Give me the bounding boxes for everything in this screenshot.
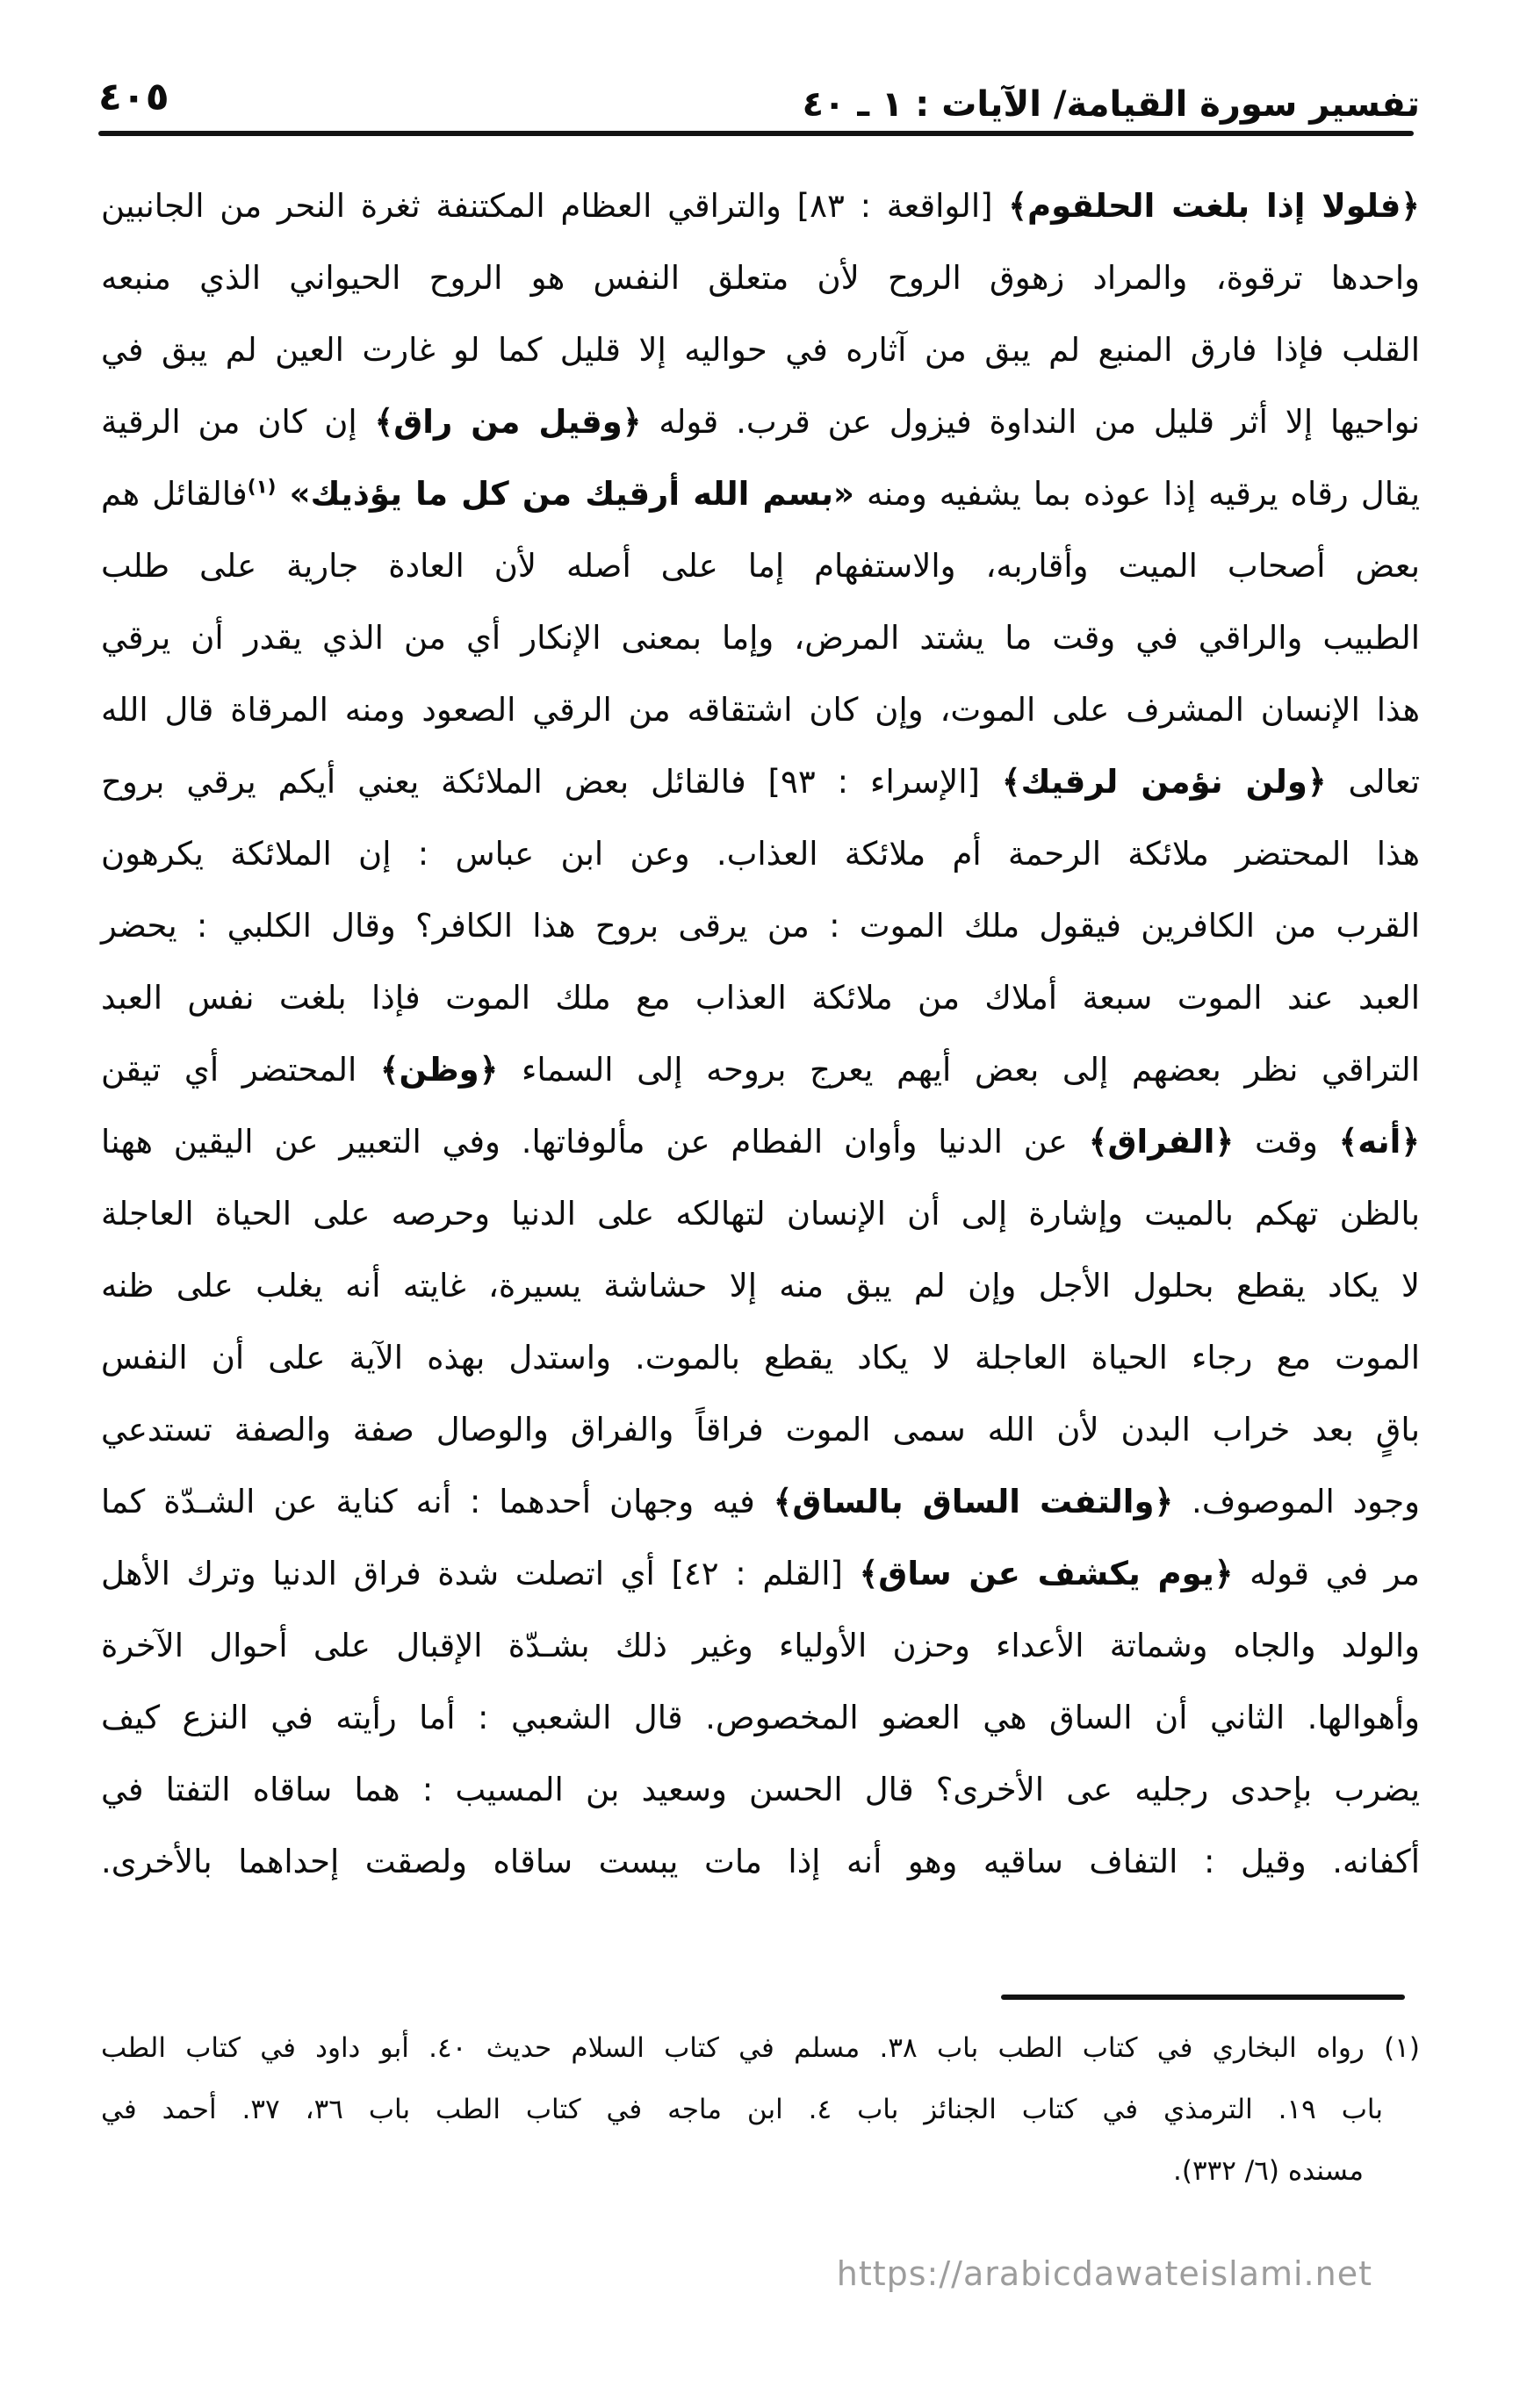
text-line <box>101 458 1420 530</box>
text-line <box>101 1034 1420 1106</box>
body-text-segment: التراقي نظر بعضهم إلى بعض أيهم يعرج بروحه إلى السماء <box>498 1051 1420 1089</box>
quran-quote: ﴿وقيل من راق﴾ <box>374 403 642 441</box>
body-text-segment: إن كان من الرقية <box>101 403 375 441</box>
page-header <box>98 54 1420 125</box>
watermark-url: https://arabicdawateislami.net <box>836 2254 1372 2293</box>
text-line <box>101 1754 1420 1826</box>
text-line <box>101 1538 1420 1610</box>
body-text-segment: [الواقعة : ٨٣] والتراقي العظام المكتنفة ثغرة النحر من الجانبين <box>101 187 1009 225</box>
body-text-segment: يقال رقاه يرقيه إذا عوذه بما يشفيه ومنه <box>853 475 1420 513</box>
body-text-segment: (١) رواه البخاري في كتاب الطب باب ٣٨. مسلم في كتاب السلام حديث ٤٠. أبو داود في كتاب الطب <box>101 2032 1421 2064</box>
text-line <box>101 1322 1420 1394</box>
text-line <box>101 386 1420 458</box>
footnote-divider-line <box>1001 1995 1405 2000</box>
body-text-segment: [القلم : ٤٢] أي اتصلت شدة فراق الدنيا وترك الأهل <box>101 1555 860 1592</box>
tafsir-body-text <box>101 170 1420 1898</box>
text-line <box>101 746 1420 818</box>
body-text-segment: وقت <box>1234 1123 1339 1161</box>
body-text-segment: والولد والجاه وشماتة الأعداء وحزن الأولياء وغير ذلك بشـدّة الإقبال على أحوال الآخرة <box>101 1627 1420 1664</box>
header-divider-line <box>98 131 1414 136</box>
body-text-segment: فيه وجهان أحدهما : أنه كناية عن الشـدّة كما <box>101 1483 774 1520</box>
body-text-segment: وأهوالها. الثاني أن الساق هي العضو المخصوص. قال الشعبي : أما رأيته في النزع كيف <box>101 1699 1420 1736</box>
text-line <box>101 1682 1420 1754</box>
body-text-segment: عن الدنيا وأوان الفطام عن مألوفاتها. وفي التعبير عن اليقين ههنا <box>101 1123 1089 1161</box>
body-text-segment: فالقائل هم <box>101 475 248 513</box>
quran-quote: ﴿ولن نؤمن لرقيك﴾ <box>1001 763 1327 801</box>
page-number: ٤٠٥ <box>98 75 169 119</box>
body-text-segment: مسنده (٦/ ٣٣٢). <box>1173 2155 1364 2187</box>
text-line <box>101 1466 1420 1538</box>
quran-quote: ﴿الفراق﴾ <box>1088 1123 1235 1161</box>
text-line <box>101 1394 1420 1466</box>
text-line <box>101 2079 1420 2140</box>
footnotes-block <box>101 2017 1420 2202</box>
body-text-segment: وجود الموصوف. <box>1173 1483 1421 1520</box>
text-line <box>101 962 1420 1034</box>
quran-quote: «بسم الله أرقيك من كل ما يؤذيك» <box>276 475 854 513</box>
text-line <box>101 1610 1420 1682</box>
quran-quote: ﴿وظن﴾ <box>379 1051 499 1089</box>
body-text-segment: تعالى <box>1326 763 1420 801</box>
text-line <box>101 2017 1420 2079</box>
body-text-segment: القرب من الكافرين فيقول ملك الموت : من يرقى بروح هذا الكافر؟ وقال الكلبي : يحضر <box>101 907 1420 945</box>
body-text-segment: نواحيها إلا أثر قليل من النداوة فيزول عن قرب. قوله <box>641 403 1420 441</box>
text-line <box>101 1250 1420 1322</box>
quran-quote: ﴿والتفت الساق بالساق﴾ <box>773 1483 1174 1520</box>
text-line <box>101 818 1420 890</box>
body-text-segment: هذا المحتضر ملائكة الرحمة أم ملائكة العذاب. وعن ابن عباس : إن الملائكة يكرهون <box>101 835 1420 873</box>
body-text-segment: بعض أصحاب الميت وأقاربه، والاستفهام إما على أصله لأن العادة جارية على طلب <box>101 547 1420 585</box>
quran-quote: ﴿فلولا إذا بلغت الحلقوم﴾ <box>1008 187 1420 225</box>
body-text-segment: أكفانه. وقيل : التفاف ساقيه وهو أنه إذا مات يبست ساقاه ولصقت إحداهما بالأخرى. <box>101 1843 1420 1880</box>
body-text-segment: هذا الإنسان المشرف على الموت، وإن كان اشتقاقه من الرقي الصعود ومنه المرقاة قال الله <box>101 691 1420 729</box>
quran-quote: ﴿يوم يكشف عن ساق﴾ <box>859 1555 1234 1592</box>
text-line <box>101 1826 1420 1898</box>
body-text-segment: المحتضر أي تيقن <box>101 1051 380 1089</box>
running-title: تفسير سورة القيامة/ الآيات : ١ ـ ٤٠ <box>802 84 1420 125</box>
text-line <box>101 602 1420 674</box>
body-text-segment: القلب فإذا فارق المنبع لم يبق من آثاره في حواليه إلا قليل كما لو غارت العين لم يبق في <box>101 331 1420 369</box>
text-line <box>101 242 1420 314</box>
body-text-segment: باقٍ بعد خراب البدن لأن الله سمى الموت فراقاً والفراق والوصال صفة والصفة تستدعي <box>101 1411 1420 1448</box>
footnote-marker: (١) <box>247 476 277 499</box>
body-text-segment: العبد عند الموت سبعة أملاك من ملائكة العذاب مع ملك الموت فإذا بلغت نفس العبد <box>101 979 1420 1017</box>
text-line <box>101 674 1420 746</box>
body-text-segment: بالظن تهكم بالميت وإشارة إلى أن الإنسان لتهالكه على الدنيا وحرصه على الحياة العاجلة <box>101 1195 1420 1233</box>
quran-quote: ﴿أنه﴾ <box>1338 1123 1420 1161</box>
body-text-segment: [الإسراء : ٩٣] فالقائل بعض الملائكة يعني أيكم يرقي بروح <box>101 763 1002 801</box>
text-line <box>101 314 1420 386</box>
text-line <box>101 530 1420 602</box>
body-text-segment: واحدها ترقوة، والمراد زهوق الروح لأن متعلق النفس هو الروح الحيواني الذي منبعه <box>101 259 1420 297</box>
text-line <box>101 2140 1420 2202</box>
text-line <box>101 170 1420 242</box>
text-line <box>101 1106 1420 1178</box>
text-line <box>101 1178 1420 1250</box>
body-text-segment: يضرب بإحدى رجليه عى الأخرى؟ قال الحسن وسعيد بن المسيب : هما ساقاه التفتا في <box>101 1771 1420 1808</box>
body-text-segment: الموت مع رجاء الحياة العاجلة لا يكاد يقطع بالموت. واستدل بهذه الآية على أن النفس <box>101 1339 1420 1377</box>
body-text-segment: باب ١٩. الترمذي في كتاب الجنائز باب ٤. ابن ماجه في كتاب الطب باب ٣٦، ٣٧. أحمد في <box>101 2094 1383 2125</box>
body-text-segment: مر في قوله <box>1233 1555 1420 1592</box>
body-text-segment: الطبيب والراقي في وقت ما يشتد المرض، وإما بمعنى الإنكار أي من الذي يقدر أن يرقي <box>101 619 1420 657</box>
body-text-segment: لا يكاد يقطع بحلول الأجل وإن لم يبق منه إلا حشاشة يسيرة، غايته أنه يغلب على ظنه <box>101 1267 1420 1305</box>
text-line <box>101 890 1420 962</box>
